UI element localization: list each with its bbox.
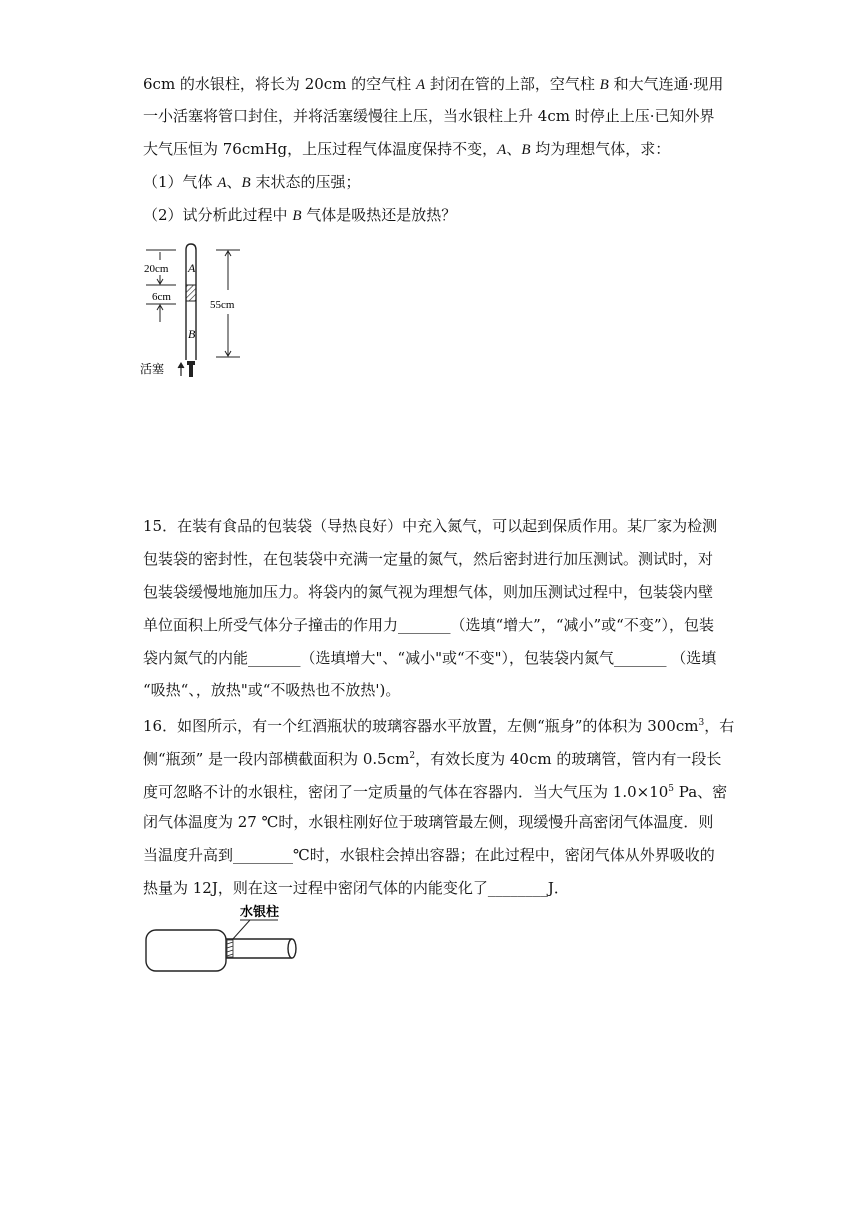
q15-line-1: 15．在装有食品的包装袋（导热良好）中充入氮气，可以起到保质作用。某厂家为检测 — [143, 517, 718, 535]
label-55cm: 55cm — [210, 299, 235, 311]
q15-line-6: “吸热“、，放热"或“不吸热也不放热')。 — [143, 681, 401, 699]
text: （2）试分析此过程中 — [143, 206, 293, 224]
text: 侧“瓶颈” 是一段内部横截面积为 0.5cm — [143, 750, 410, 768]
q15-line-3: 包装袋缓慢地施加压力。将袋内的氮气视为理想气体，则加压测试过程中，包装袋内壁 — [143, 583, 714, 601]
label-piston: 活塞 — [140, 362, 165, 376]
var-A: A — [217, 175, 227, 191]
superscript: 5 — [668, 784, 675, 794]
superscript: 3 — [698, 718, 705, 728]
superscript: 2 — [409, 751, 416, 761]
label-A: A — [188, 261, 196, 275]
text: 大气压恒为 76cmHg，上压过程气体温度保持不变， — [143, 140, 498, 158]
var-B: B — [241, 175, 251, 191]
bottle-diagram — [140, 900, 310, 980]
text: 封闭在管的上部，空气柱 — [425, 75, 600, 93]
q14-line-2: 一小活塞将管口封住，并将活塞缓慢往上压，当水银柱上升 4cm 时停止上压·已知外界 — [143, 107, 715, 125]
text: 度可忽略不计的水银柱，密闭了一定质量的气体在容器内．当大气压为 1.0×10 — [143, 783, 669, 801]
leader-line — [232, 920, 250, 940]
text: 、 — [226, 173, 242, 191]
q16-line-4: 闭气体温度为 27 ℃时，水银柱刚好位于玻璃管最左侧，现缓慢升高密闭气体温度．则 — [143, 813, 714, 831]
q14-sub-1 — [143, 172, 360, 193]
text: 16．如图所示，有一个红酒瓶状的玻璃容器水平放置，左侧“瓶身”的体积为 300cm — [143, 717, 699, 735]
label-mercury: 水银柱 — [240, 904, 280, 919]
text: ，有效长度为 40cm 的玻璃管，管内有一段长 — [415, 750, 722, 768]
neck-opening — [288, 939, 296, 958]
var-A: A — [497, 142, 507, 158]
text: 6cm 的水银柱，将长为 20cm 的空气柱 — [143, 75, 416, 93]
q15-line-5: 袋内氮气的内能_______（选填增大"、“减小"或“不变"），包装袋内氮气_______ （选填 — [143, 649, 717, 667]
text: 、 — [506, 140, 522, 158]
text: Pa、密 — [674, 783, 728, 801]
q14-line-1 — [143, 74, 723, 95]
text: 气体是吸热还是放热？ — [301, 206, 457, 224]
q15-line-4: 单位面积上所受气体分子撞击的作用力_______（选填“增大”，“减小”或“不变”），包装 — [143, 616, 715, 634]
q16-line-3 — [143, 779, 727, 802]
label-B: B — [188, 327, 196, 341]
q16-line-1 — [143, 713, 734, 736]
mercury-column — [186, 285, 196, 301]
label-20cm: 20cm — [144, 263, 169, 275]
q15-line-2: 包装袋的密封性，在包装袋中充满一定量的氮气，然后密封进行加压测试。测试时，对 — [143, 550, 714, 568]
piston — [187, 361, 195, 365]
var-B: B — [292, 208, 302, 224]
q14-line-3 — [143, 139, 670, 160]
var-B: B — [599, 77, 609, 93]
tube-diagram — [140, 242, 260, 382]
text: （1）气体 — [143, 173, 218, 191]
var-A: A — [415, 77, 426, 93]
q16-line-6: 热量为 12J，则在这一过程中密闭气体的内能变化了________J． — [143, 879, 569, 897]
q16-line-2 — [143, 746, 721, 769]
q16-line-5: 当温度升高到________℃时，水银柱会掉出容器；在此过程中，密闭气体从外界吸收的 — [143, 846, 715, 864]
bottle-body — [146, 930, 226, 971]
text: ，右 — [704, 717, 735, 735]
label-6cm: 6cm — [152, 291, 171, 303]
var-B: B — [521, 142, 531, 158]
q14-sub-2 — [143, 205, 456, 226]
text: 均为理想气体，求： — [530, 140, 671, 158]
text: 和大气连通·现用 — [608, 75, 724, 93]
text: 末状态的压强； — [250, 173, 361, 191]
